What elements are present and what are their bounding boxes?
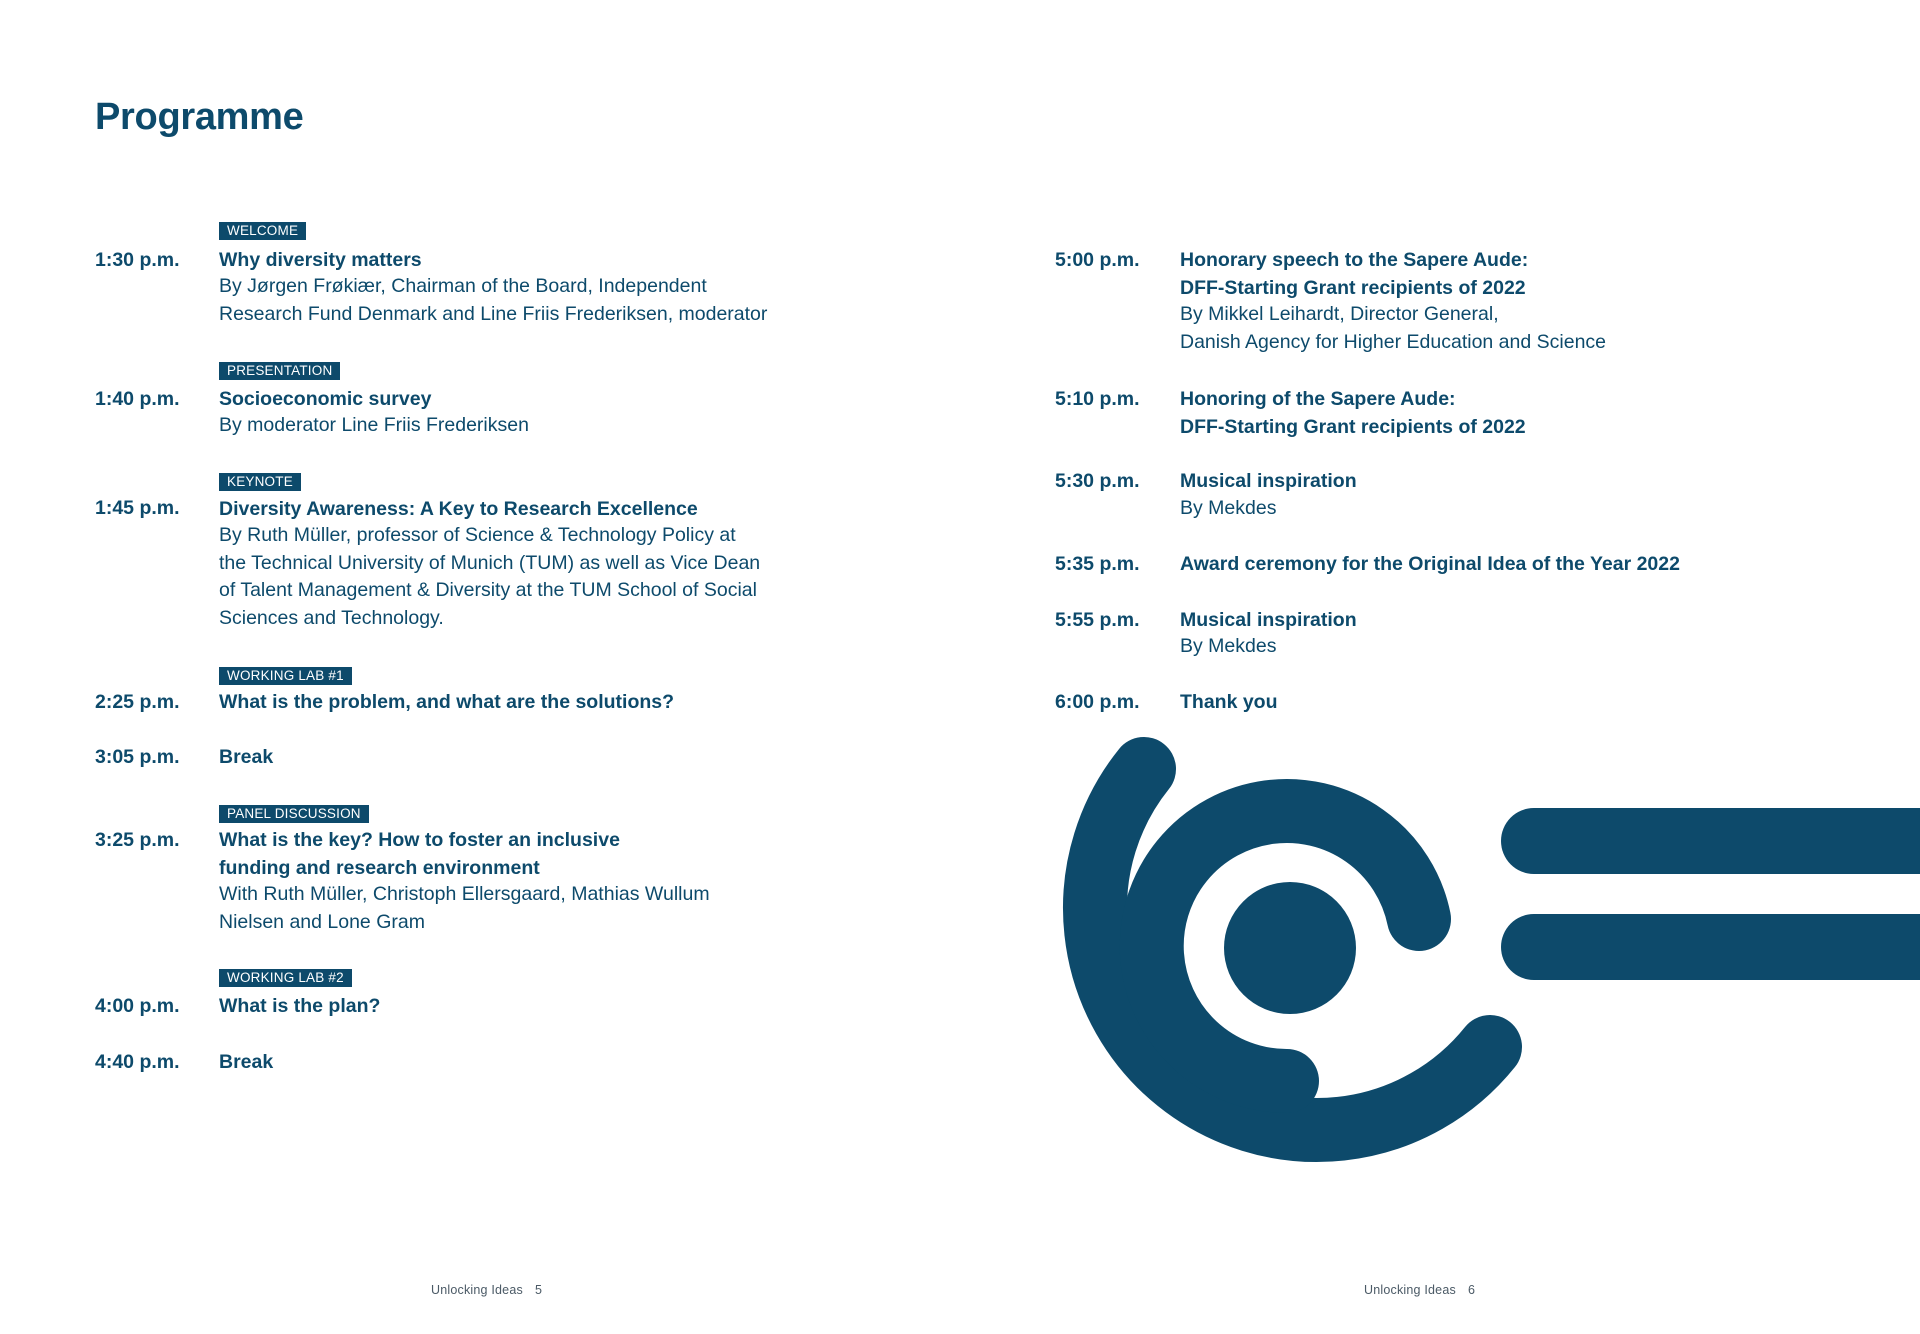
footer-label: Unlocking Ideas: [1364, 1283, 1456, 1297]
footer-label: Unlocking Ideas: [431, 1283, 523, 1297]
footer-left: [431, 1283, 542, 1297]
entry-time: 3:25 p.m.: [95, 829, 180, 851]
entry-description: By Jørgen Frøkiær, Chairman of the Board, Independent Research Fund Denmark and Line Friis Frederiksen, moderator: [219, 275, 768, 325]
entry-title: Socioeconomic survey: [219, 388, 432, 410]
entry-title: Thank you: [1180, 691, 1278, 713]
entry-title: Break: [219, 746, 274, 768]
entry-time: 4:40 p.m.: [95, 1051, 180, 1073]
page-number: 5: [534, 1283, 543, 1297]
entry-tag: PANEL DISCUSSION: [219, 805, 369, 823]
entry-description: By Ruth Müller, professor of Science & Technology Policy at the Technical University of Munich (TUM) as well as Vice Dean of Talent Management & Diversity at the TUM School of Social Sciences and Technology.: [219, 524, 761, 630]
entry-title: Honoring of the Sapere Aude: DFF-Starting Grant recipients of 2022: [1180, 388, 1526, 438]
entry-title: Why diversity matters: [219, 249, 422, 271]
entry-description: By Mikkel Leihardt, Director General, Danish Agency for Higher Education and Science: [1180, 303, 1607, 353]
entry-title: Break: [219, 1051, 274, 1073]
entry-time: 1:30 p.m.: [95, 249, 180, 271]
footer-right: [1364, 1283, 1475, 1297]
entry-time: 5:10 p.m.: [1055, 388, 1140, 410]
entry-title: Musical inspiration: [1180, 609, 1357, 631]
entry-time: 2:25 p.m.: [95, 691, 180, 713]
entry-time: 1:45 p.m.: [95, 497, 180, 519]
entry-title: What is the plan?: [219, 995, 381, 1017]
entry-title: Diversity Awareness: A Key to Research Excellence: [219, 498, 698, 520]
entry-tag: PRESENTATION: [219, 362, 340, 380]
entry-time: 5:35 p.m.: [1055, 553, 1140, 575]
center-dot: [1224, 882, 1356, 1014]
entry-description: By Mekdes: [1180, 497, 1277, 519]
entry-tag: WORKING LAB #2: [219, 969, 352, 987]
entry-title: What is the problem, and what are the solutions?: [219, 691, 675, 713]
entry-tag: KEYNOTE: [219, 473, 301, 491]
entry-title: What is the key? How to foster an inclusive funding and research environment: [219, 829, 620, 879]
entry-time: 5:55 p.m.: [1055, 609, 1140, 631]
entry-time: 4:00 p.m.: [95, 995, 180, 1017]
entry-description: With Ruth Müller, Christoph Ellersgaard, Mathias Wullum Nielsen and Lone Gram: [219, 883, 710, 933]
page-number: 6: [1467, 1283, 1476, 1297]
entry-time: 5:30 p.m.: [1055, 470, 1140, 492]
entry-time: 5:00 p.m.: [1055, 249, 1140, 271]
entry-tag: WELCOME: [219, 222, 306, 240]
entry-tag: WORKING LAB #1: [219, 667, 352, 685]
page-title: Programme: [95, 96, 304, 138]
entry-time: 3:05 p.m.: [95, 746, 180, 768]
entry-description: By Mekdes: [1180, 635, 1277, 657]
entry-title: Honorary speech to the Sapere Aude: DFF-Starting Grant recipients of 2022: [1180, 249, 1529, 299]
entry-description: By moderator Line Friis Frederiksen: [219, 414, 529, 436]
entry-title: Award ceremony for the Original Idea of the Year 2022: [1180, 553, 1680, 575]
entry-time: 1:40 p.m.: [95, 388, 180, 410]
entry-time: 6:00 p.m.: [1055, 691, 1140, 713]
entry-title: Musical inspiration: [1180, 470, 1357, 492]
